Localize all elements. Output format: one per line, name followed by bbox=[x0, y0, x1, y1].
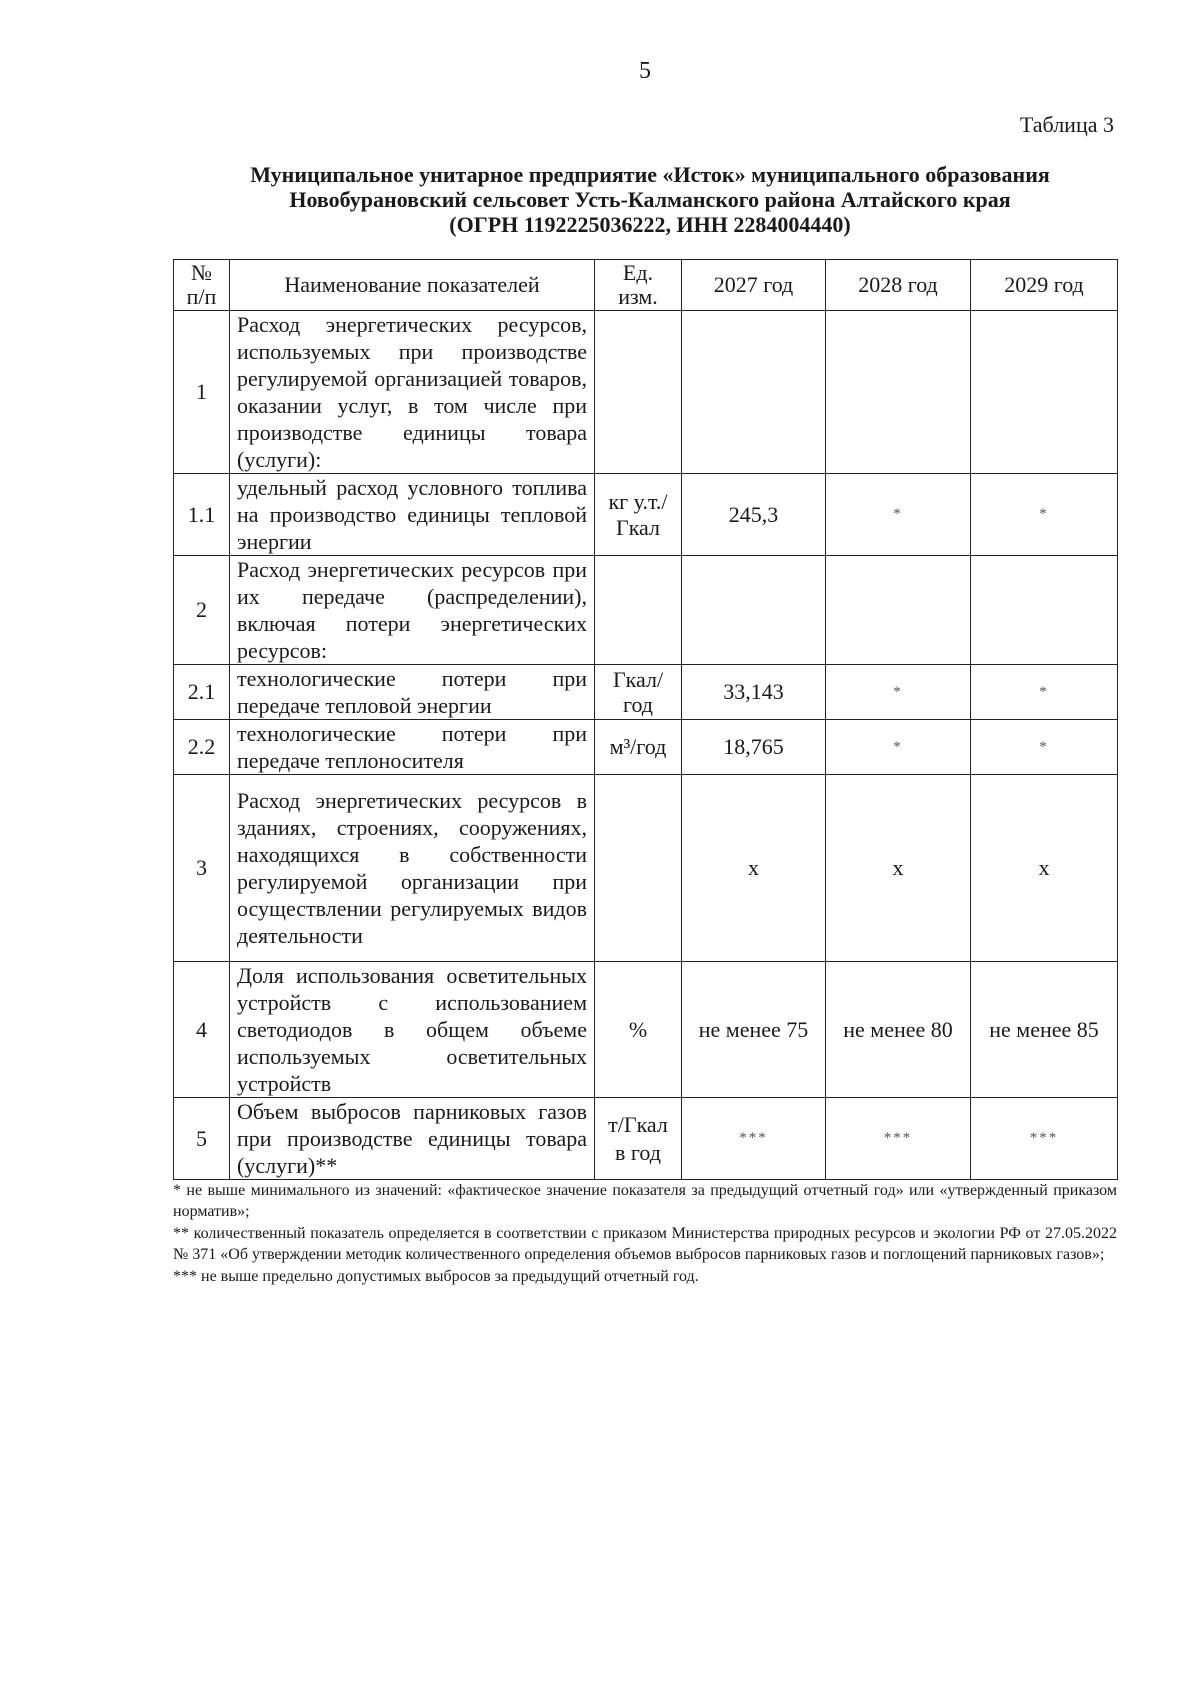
table-row bbox=[174, 665, 1118, 720]
footnote-3: *** не выше предельно допустимых выбросов за предыдущий отчетный год. bbox=[173, 1268, 699, 1285]
indicator-name: Расход энергетических ресурсов при их передаче (распределении), включая потери энергетических ресурсов: bbox=[230, 556, 595, 665]
unit-cell bbox=[595, 556, 682, 665]
value-2027: 33,143 bbox=[682, 665, 826, 720]
table-row bbox=[174, 720, 1118, 775]
title-line: (ОГРН 1192225036222, ИНН 2284004440) bbox=[449, 212, 851, 237]
table-row bbox=[174, 962, 1118, 1098]
table-row bbox=[174, 311, 1118, 474]
page-number: 5 bbox=[639, 58, 651, 84]
indicator-name: Доля использования осветительных устройств с использованием светодиодов в общем объеме используемых осветительных устройств bbox=[230, 962, 595, 1098]
value-2029 bbox=[971, 556, 1118, 665]
value-2027 bbox=[682, 311, 826, 474]
header-number: № п/п bbox=[174, 260, 230, 311]
value-2028: * bbox=[826, 720, 971, 775]
value-2029: не менее 85 bbox=[971, 962, 1118, 1098]
value-2029 bbox=[971, 311, 1118, 474]
table-row bbox=[174, 1098, 1118, 1180]
value-2028: * bbox=[826, 665, 971, 720]
value-2029: * bbox=[971, 474, 1118, 556]
title-line: Новобурановский сельсовет Усть-Калманского района Алтайского края bbox=[289, 187, 1011, 212]
header-2029: 2029 год bbox=[971, 260, 1118, 311]
unit-cell bbox=[595, 311, 682, 474]
indicator-name: удельный расход условного топлива на производство единицы тепловой энергии bbox=[230, 474, 595, 556]
header-2028: 2028 год bbox=[826, 260, 971, 311]
unit-cell: т/Гкал в год bbox=[595, 1098, 682, 1180]
row-number: 2.1 bbox=[174, 665, 230, 720]
row-number: 1.1 bbox=[174, 474, 230, 556]
value-2028: * bbox=[826, 474, 971, 556]
value-2029: х bbox=[971, 775, 1118, 962]
unit-cell: Гкал/ год bbox=[595, 665, 682, 720]
indicators-table bbox=[173, 259, 1118, 1180]
unit-cell: м³/год bbox=[595, 720, 682, 775]
header-name: Наименование показателей bbox=[230, 260, 595, 311]
row-number: 5 bbox=[174, 1098, 230, 1180]
table-label: Таблица 3 bbox=[1019, 112, 1114, 137]
unit-cell: кг у.т./ Гкал bbox=[595, 474, 682, 556]
row-number: 2 bbox=[174, 556, 230, 665]
table-row bbox=[174, 474, 1118, 556]
value-2027: 18,765 bbox=[682, 720, 826, 775]
value-2028: х bbox=[826, 775, 971, 962]
value-2028: не менее 80 bbox=[826, 962, 971, 1098]
value-2029: * bbox=[971, 720, 1118, 775]
value-2027: *** bbox=[682, 1098, 826, 1180]
table-header-row bbox=[174, 260, 1118, 311]
value-2027: 245,3 bbox=[682, 474, 826, 556]
footnote-2: ** количественный показатель определяется в соответствии с приказом Министерства природных ресурсов и экологии РФ от 27.05.2022 № 371 «Об утверждении методик количественного определения объемов выбросов парниковых газов и поглощений парниковых газов»; bbox=[173, 1225, 1117, 1263]
indicator-name: Объем выбросов парниковых газов при производстве единицы товара (услуги)** bbox=[230, 1098, 595, 1180]
row-number: 4 bbox=[174, 962, 230, 1098]
unit-cell bbox=[595, 775, 682, 962]
indicator-name: технологические потери при передаче теплоносителя bbox=[230, 720, 595, 775]
organization-title bbox=[170, 162, 1130, 237]
header-unit: Ед. изм. bbox=[595, 260, 682, 311]
row-number: 2.2 bbox=[174, 720, 230, 775]
value-2028 bbox=[826, 556, 971, 665]
table-row bbox=[174, 556, 1118, 665]
value-2028 bbox=[826, 311, 971, 474]
value-2029: *** bbox=[971, 1098, 1118, 1180]
row-number: 3 bbox=[174, 775, 230, 962]
title-line: Муниципальное унитарное предприятие «Исток» муниципального образования bbox=[250, 162, 1050, 187]
table-row bbox=[174, 775, 1118, 962]
indicator-name: Расход энергетических ресурсов в зданиях, строениях, сооружениях, находящихся в собственности регулируемой организации при осуществлении регулируемых видов деятельности bbox=[230, 775, 595, 962]
footnote-1: * не выше минимального из значений: «фактическое значение показателя за предыдущий отчетный год» или «утвержденный приказом норматив»; bbox=[173, 1182, 1117, 1220]
header-2027: 2027 год bbox=[682, 260, 826, 311]
value-2027: х bbox=[682, 775, 826, 962]
row-number: 1 bbox=[174, 311, 230, 474]
value-2028: *** bbox=[826, 1098, 971, 1180]
value-2029: * bbox=[971, 665, 1118, 720]
indicator-name: технологические потери при передаче тепловой энергии bbox=[230, 665, 595, 720]
unit-cell: % bbox=[595, 962, 682, 1098]
indicator-name: Расход энергетических ресурсов, используемых при производстве регулируемой организацией товаров, оказании услуг, в том числе при производстве единицы товара (услуги): bbox=[230, 311, 595, 474]
value-2027 bbox=[682, 556, 826, 665]
value-2027: не менее 75 bbox=[682, 962, 826, 1098]
footnotes bbox=[173, 1180, 1117, 1288]
